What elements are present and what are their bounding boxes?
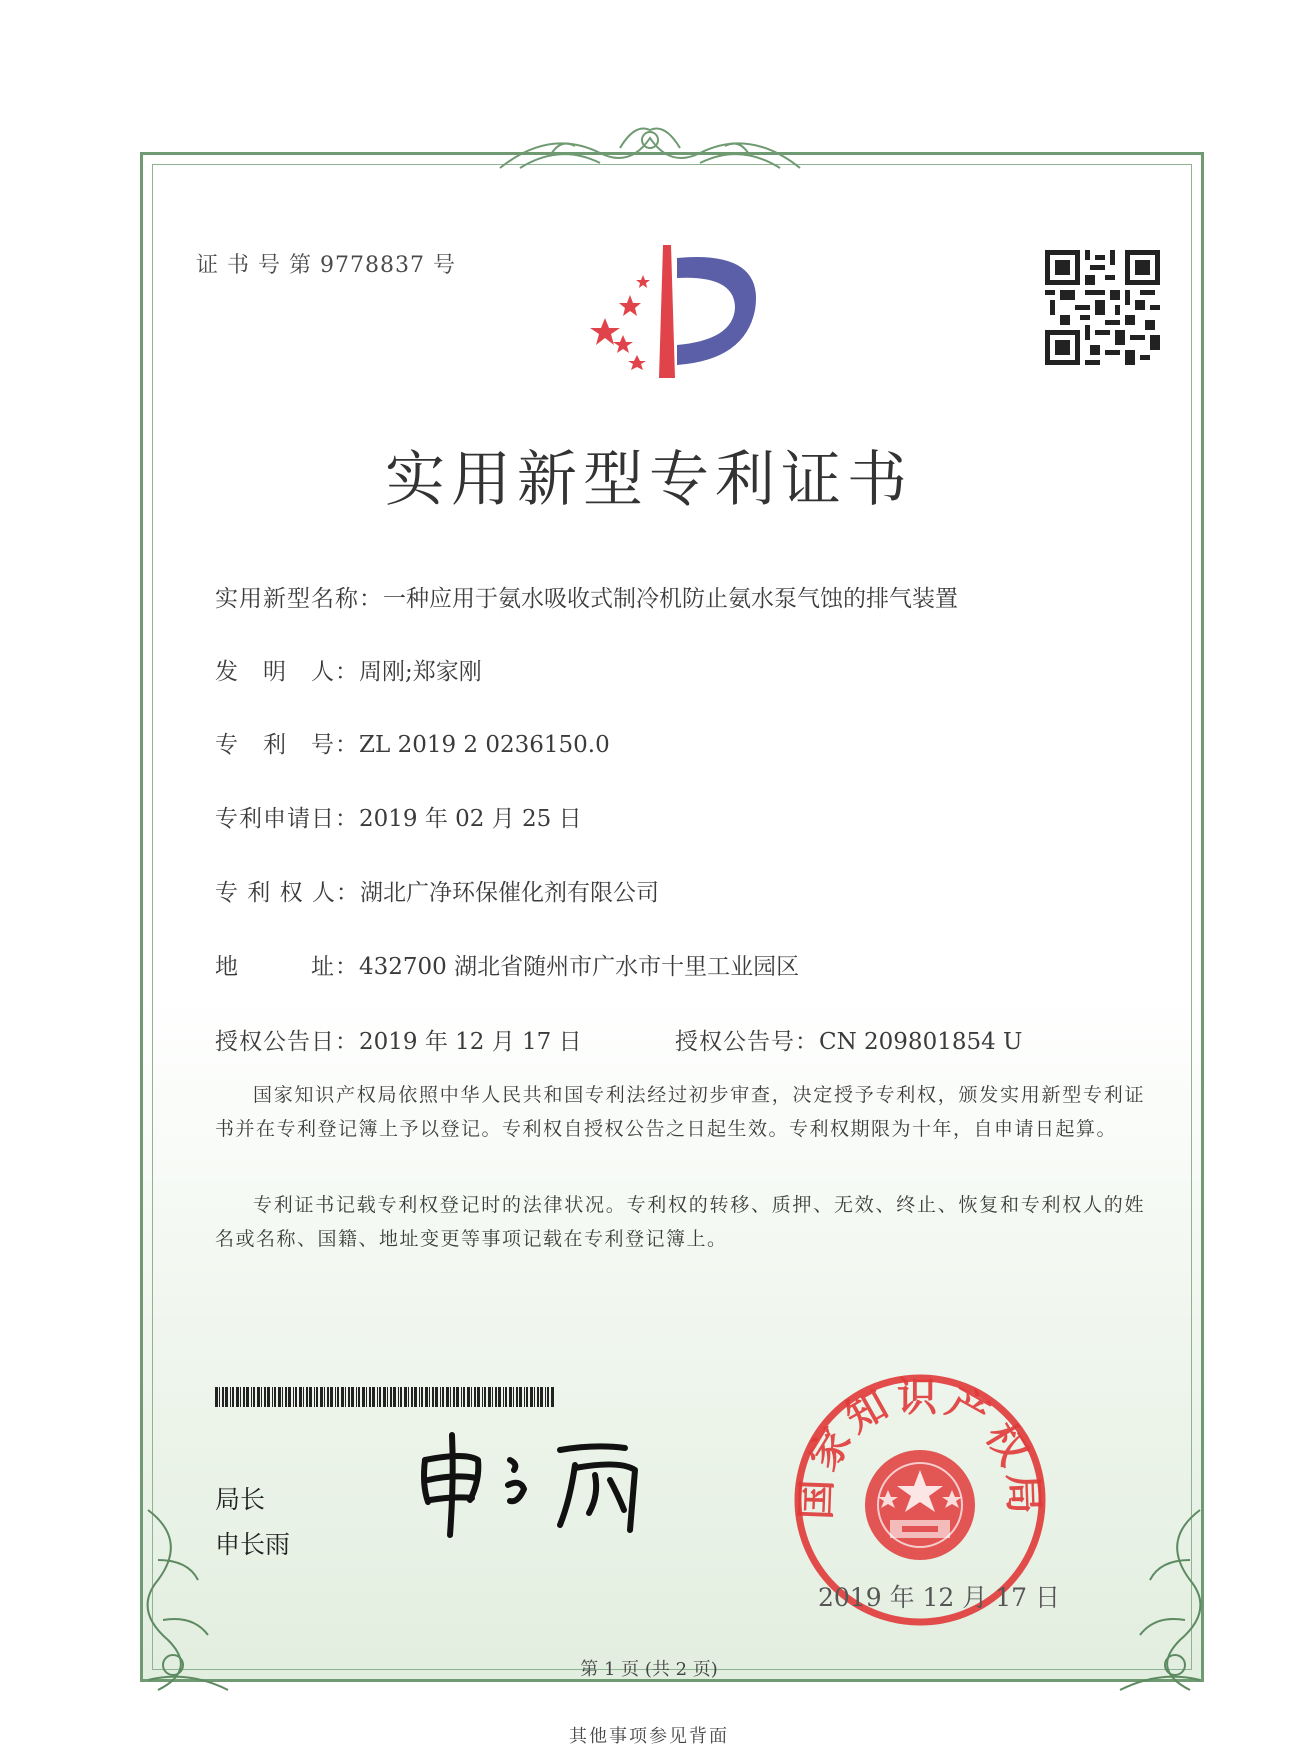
barcode-bar bbox=[236, 1387, 239, 1407]
barcode-bar bbox=[404, 1387, 407, 1407]
director-signature-icon bbox=[410, 1430, 680, 1540]
barcode-bar bbox=[482, 1387, 483, 1407]
qr-code-icon bbox=[1045, 250, 1160, 365]
barcode-bar bbox=[232, 1387, 234, 1407]
barcode-bar bbox=[387, 1387, 388, 1407]
field-patentee bbox=[215, 874, 659, 907]
barcode-bar bbox=[383, 1387, 386, 1407]
barcode-bar bbox=[222, 1387, 224, 1407]
barcode-bar bbox=[327, 1387, 329, 1407]
field-label: 授权公告号： bbox=[675, 1029, 819, 1055]
barcode-bar bbox=[540, 1387, 543, 1407]
barcode-bar bbox=[537, 1387, 539, 1407]
field-value: 2019 年 12 月 17 日 bbox=[359, 1029, 582, 1055]
barcode-bar bbox=[530, 1387, 533, 1407]
barcode-bar bbox=[278, 1387, 281, 1407]
barcode-icon bbox=[215, 1387, 560, 1407]
signatory-name: 申长雨 bbox=[215, 1530, 291, 1559]
barcode-bar bbox=[505, 1387, 507, 1407]
field-value: ZL 2019 2 0236150.0 bbox=[359, 732, 610, 758]
barcode-bar bbox=[425, 1387, 428, 1407]
barcode-bar bbox=[324, 1387, 325, 1407]
field-value: 周刚;郑家刚 bbox=[359, 659, 482, 685]
barcode-bar bbox=[400, 1387, 402, 1407]
barcode-bar bbox=[303, 1387, 304, 1407]
barcode-bar bbox=[524, 1387, 525, 1407]
signatory-title: 局长 bbox=[215, 1485, 266, 1514]
field-inventor bbox=[215, 653, 482, 686]
barcode-bar bbox=[463, 1387, 465, 1407]
barcode-bar bbox=[435, 1387, 438, 1407]
barcode-bar bbox=[246, 1387, 249, 1407]
barcode-bar bbox=[316, 1387, 318, 1407]
svg-text:国家知识产权局: 国家知识产权局 bbox=[793, 1374, 1047, 1521]
barcode-bar bbox=[442, 1387, 444, 1407]
page-number: 第 1 页 (共 2 页) bbox=[580, 1659, 718, 1680]
barcode-bar bbox=[264, 1387, 266, 1407]
barcode-bar bbox=[372, 1387, 375, 1407]
barcode-bar bbox=[356, 1387, 357, 1407]
barcode-bar bbox=[513, 1387, 514, 1407]
field-value: CN 209801854 U bbox=[819, 1029, 1023, 1055]
barcode-bar bbox=[215, 1387, 218, 1407]
barcode-bar bbox=[450, 1387, 451, 1407]
barcode-bar bbox=[285, 1387, 287, 1407]
barcode-bar bbox=[498, 1387, 501, 1407]
barcode-bar bbox=[288, 1387, 291, 1407]
barcode-bar bbox=[526, 1387, 528, 1407]
barcode-bar bbox=[362, 1387, 365, 1407]
barcode-bar bbox=[411, 1387, 413, 1407]
field-label: 专利申请日： bbox=[215, 806, 359, 832]
barcode-bar bbox=[351, 1387, 354, 1407]
field-application-date bbox=[215, 800, 582, 833]
certificate-number: 证 书 号 第 9778837 号 bbox=[196, 253, 456, 278]
barcode-bar bbox=[551, 1387, 554, 1407]
barcode-bar bbox=[488, 1387, 491, 1407]
barcode-bar bbox=[408, 1387, 409, 1407]
barcode-bar bbox=[261, 1387, 262, 1407]
barcode-bar bbox=[393, 1387, 396, 1407]
declaration-paragraph-1: 国家知识产权局依照中华人民共和国专利法经过初步审查，决定授予专利权，颁发实用新型专利证书并在专利登记簿上予以登记。专利权自授权公告之日起生效。专利权期限为十年，自申请日起算。 bbox=[215, 1084, 1145, 1140]
barcode-bar bbox=[230, 1387, 231, 1407]
barcode-bar bbox=[295, 1387, 297, 1407]
field-grant-number bbox=[675, 1023, 1022, 1056]
barcode-bar bbox=[240, 1387, 241, 1407]
barcode-bar bbox=[219, 1387, 220, 1407]
barcode-bar bbox=[335, 1387, 336, 1407]
barcode-bar bbox=[341, 1387, 344, 1407]
barcode-bar bbox=[379, 1387, 381, 1407]
seal-date: 2019 年 12 月 17 日 bbox=[818, 1583, 1060, 1612]
barcode-bar bbox=[446, 1387, 449, 1407]
barcode-bar bbox=[366, 1387, 367, 1407]
certificate-title: 实用新型专利证书 bbox=[385, 445, 913, 515]
barcode-bar bbox=[432, 1387, 434, 1407]
field-patent-number bbox=[215, 726, 610, 759]
field-value: 2019 年 02 月 25 日 bbox=[359, 806, 582, 832]
barcode-bar bbox=[309, 1387, 312, 1407]
barcode-bar bbox=[516, 1387, 518, 1407]
barcode-bar bbox=[390, 1387, 392, 1407]
barcode-bar bbox=[253, 1387, 255, 1407]
barcode-bar bbox=[345, 1387, 346, 1407]
barcode-bar bbox=[225, 1387, 228, 1407]
barcode-bar bbox=[243, 1387, 245, 1407]
barcode-bar bbox=[503, 1387, 504, 1407]
barcode-bar bbox=[519, 1387, 522, 1407]
barcode-bar bbox=[337, 1387, 339, 1407]
field-value: 湖北广净环保催化剂有限公司 bbox=[359, 880, 659, 906]
barcode-bar bbox=[272, 1387, 273, 1407]
barcode-bar bbox=[456, 1387, 459, 1407]
barcode-bar bbox=[484, 1387, 486, 1407]
barcode-bar bbox=[440, 1387, 441, 1407]
cnipa-logo-icon bbox=[585, 240, 785, 380]
field-grant-date bbox=[215, 1023, 582, 1056]
barcode-bar bbox=[471, 1387, 472, 1407]
barcode-bar bbox=[414, 1387, 417, 1407]
field-label: 实用新型名称： bbox=[215, 586, 383, 612]
field-label: 发 明 人： bbox=[215, 659, 359, 685]
footer-note: 其他事项参见背面 bbox=[569, 1726, 729, 1747]
barcode-bar bbox=[369, 1387, 371, 1407]
field-label: 专 利 权 人： bbox=[215, 880, 360, 906]
barcode-bar bbox=[306, 1387, 308, 1407]
barcode-bar bbox=[358, 1387, 360, 1407]
barcode-bar bbox=[299, 1387, 302, 1407]
field-label: 专 利 号： bbox=[215, 732, 359, 758]
field-value: 432700 湖北省随州市广水市十里工业园区 bbox=[359, 954, 800, 980]
barcode-bar bbox=[509, 1387, 512, 1407]
barcode-bar bbox=[421, 1387, 423, 1407]
barcode-bar bbox=[377, 1387, 378, 1407]
barcode-bar bbox=[320, 1387, 323, 1407]
barcode-bar bbox=[330, 1387, 333, 1407]
field-address bbox=[215, 948, 799, 981]
barcode-bar bbox=[477, 1387, 480, 1407]
barcode-bar bbox=[492, 1387, 493, 1407]
barcode-bar bbox=[495, 1387, 497, 1407]
barcode-bar bbox=[467, 1387, 470, 1407]
barcode-bar bbox=[429, 1387, 430, 1407]
barcode-bar bbox=[274, 1387, 276, 1407]
field-utility-name bbox=[215, 580, 958, 613]
barcode-bar bbox=[474, 1387, 476, 1407]
field-label: 授权公告日： bbox=[215, 1029, 359, 1055]
barcode-bar bbox=[314, 1387, 315, 1407]
barcode-bar bbox=[267, 1387, 270, 1407]
barcode-bar bbox=[545, 1387, 546, 1407]
barcode-bar bbox=[257, 1387, 260, 1407]
barcode-bar bbox=[398, 1387, 399, 1407]
barcode-bar bbox=[453, 1387, 455, 1407]
barcode-bar bbox=[534, 1387, 535, 1407]
barcode-bar bbox=[348, 1387, 350, 1407]
field-value: 一种应用于氨水吸收式制冷机防止氨水泵气蚀的排气装置 bbox=[383, 586, 958, 612]
barcode-bar bbox=[293, 1387, 294, 1407]
barcode-bar bbox=[461, 1387, 462, 1407]
barcode-bar bbox=[419, 1387, 420, 1407]
declaration-paragraph-2: 专利证书记载专利权登记时的法律状况。专利权的转移、质押、无效、终止、恢复和专利权人的姓名或名称、国籍、地址变更等事项记载在专利登记簿上。 bbox=[215, 1194, 1145, 1250]
field-label: 地 址： bbox=[215, 954, 359, 980]
barcode-bar bbox=[282, 1387, 283, 1407]
top-ornament-icon bbox=[490, 118, 810, 178]
barcode-bar bbox=[547, 1387, 549, 1407]
barcode-bar bbox=[251, 1387, 252, 1407]
